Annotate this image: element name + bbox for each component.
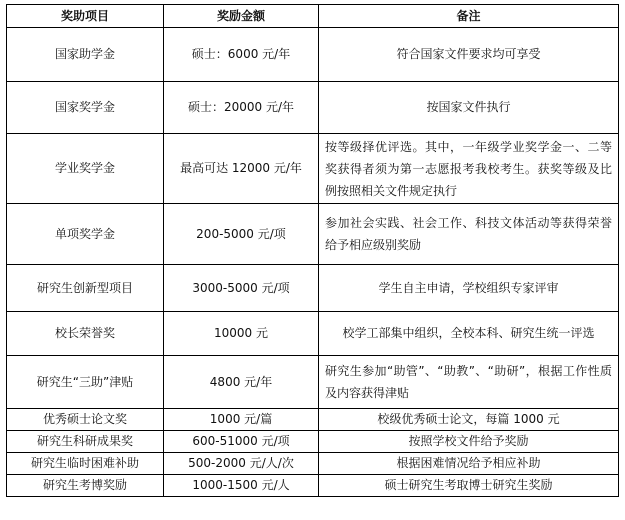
- table-row: [7, 82, 619, 134]
- item-cell: 学业奖学金: [7, 134, 164, 204]
- note-cell: 校级优秀硕士论文，每篇 1000 元: [319, 409, 619, 431]
- table-row: [7, 431, 619, 453]
- amount-cell: 600-51000 元/项: [164, 431, 319, 453]
- header-amount: 奖励金额: [164, 5, 319, 28]
- item-cell: 研究生科研成果奖: [7, 431, 164, 453]
- note-cell: 符合国家文件要求均可享受: [319, 28, 619, 82]
- amount-cell: 3000-5000 元/项: [164, 265, 319, 312]
- table-row: [7, 409, 619, 431]
- scholarship-table: [6, 4, 619, 497]
- note-cell: 学生自主申请，学校组织专家评审: [319, 265, 619, 312]
- note-cell: 研究生参加“助管”、“助教”、“助研”，根据工作性质及内容获得津贴: [319, 356, 619, 409]
- table-row: [7, 312, 619, 356]
- item-cell: 校长荣誉奖: [7, 312, 164, 356]
- note-cell: 按照学校文件给予奖励: [319, 431, 619, 453]
- amount-cell: 4800 元/年: [164, 356, 319, 409]
- note-cell: 校学工部集中组织，全校本科、研究生统一评选: [319, 312, 619, 356]
- note-cell: 参加社会实践、社会工作、科技文体活动等获得荣誉给予相应级别奖励: [319, 204, 619, 265]
- amount-cell: 最高可达 12000 元/年: [164, 134, 319, 204]
- table-row: [7, 356, 619, 409]
- amount-cell: 硕士：6000 元/年: [164, 28, 319, 82]
- table-row: [7, 453, 619, 475]
- item-cell: 优秀硕士论文奖: [7, 409, 164, 431]
- note-cell: 硕士研究生考取博士研究生奖励: [319, 475, 619, 497]
- table-row: [7, 134, 619, 204]
- note-cell: 按等级择优评选。其中，一年级学业奖学金一、二等奖获得者须为第一志愿报考我校考生。获奖等级及比例按照相关文件规定执行: [319, 134, 619, 204]
- note-cell: 根据困难情况给予相应补助: [319, 453, 619, 475]
- scholarship-table-container: [6, 4, 619, 497]
- amount-cell: 1000 元/篇: [164, 409, 319, 431]
- table-row: [7, 265, 619, 312]
- table-row: [7, 28, 619, 82]
- amount-cell: 硕士：20000 元/年: [164, 82, 319, 134]
- item-cell: 研究生临时困难补助: [7, 453, 164, 475]
- table-header-row: [7, 5, 619, 28]
- header-item: 奖助项目: [7, 5, 164, 28]
- amount-cell: 10000 元: [164, 312, 319, 356]
- amount-cell: 200-5000 元/项: [164, 204, 319, 265]
- table-row: [7, 204, 619, 265]
- note-cell: 按国家文件执行: [319, 82, 619, 134]
- item-cell: 研究生“三助”津贴: [7, 356, 164, 409]
- amount-cell: 500-2000 元/人/次: [164, 453, 319, 475]
- amount-cell: 1000-1500 元/人: [164, 475, 319, 497]
- item-cell: 研究生考博奖励: [7, 475, 164, 497]
- item-cell: 研究生创新型项目: [7, 265, 164, 312]
- item-cell: 国家奖学金: [7, 82, 164, 134]
- item-cell: 单项奖学金: [7, 204, 164, 265]
- item-cell: 国家助学金: [7, 28, 164, 82]
- table-row: [7, 475, 619, 497]
- header-note: 备注: [319, 5, 619, 28]
